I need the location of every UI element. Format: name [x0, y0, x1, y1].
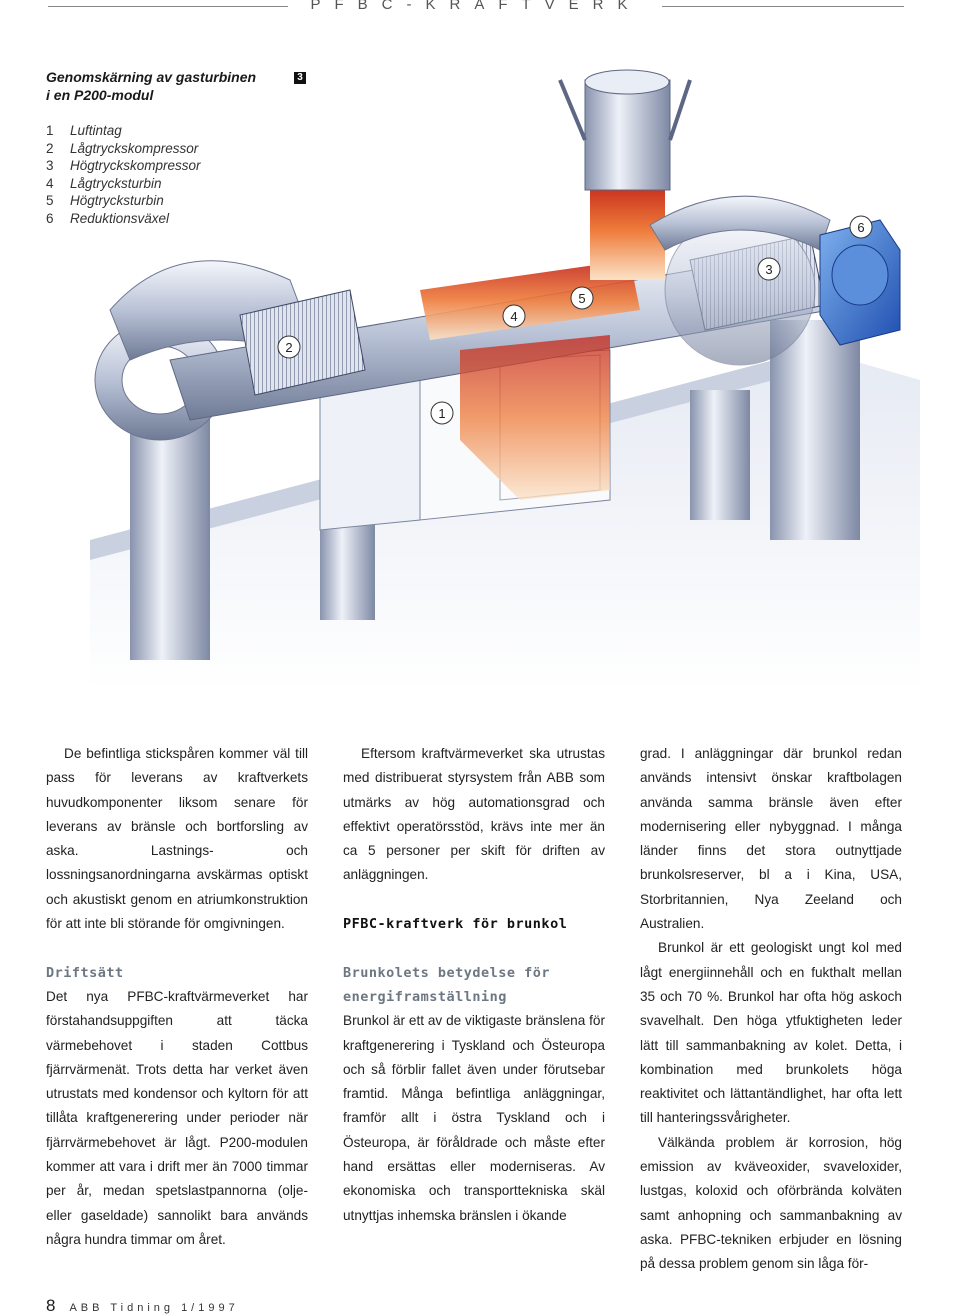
legend-number: 3: [46, 158, 54, 173]
callout-1: [431, 402, 453, 424]
legend-label: Högtrycksturbin: [70, 193, 164, 208]
publication-name: ABB Tidning 1/1997: [69, 1302, 239, 1314]
legend-label: Luftintag: [70, 123, 122, 138]
figure-number-badge: 3: [294, 72, 306, 84]
callout-label: 4: [510, 309, 518, 324]
paragraph: De befintliga stickspåren kommer väl till pass för leverans av kraftverkets huvudkomponenter liksom senare för leverans av bränsle och bortforsling av aska. Lastnings- och lossningsanordningarna avskärmas optiskt och akustiskt genom en atriumkonstruktion för att inte bli störande för omgivningen.: [46, 746, 308, 932]
legend-number: 5: [46, 193, 54, 208]
legend-number: 4: [46, 175, 54, 191]
reduction-gearbox: [820, 220, 900, 345]
legend-number: 6: [46, 210, 54, 226]
page-footer: [46, 1296, 239, 1314]
legend-number: 1: [46, 123, 54, 138]
paragraph: grad. I anläggningar där brunkol redan används intensivt önskar kraftbolagen använda samma bränsle även efter modernisering eller nybyggnad. I många länder finns det stora outnyttjade brunkolsreserver, bl a i Kina, USA, Storbritannien, Nya Zeeland och Australien.: [640, 746, 902, 932]
running-header: [0, 0, 960, 14]
caption-title-line1: Genomskärning av gasturbinen: [46, 69, 257, 85]
callout-4: [503, 305, 525, 327]
section-heading: PFBC-kraftverk för brunkol: [343, 916, 568, 933]
subheading-line: Brunkolets betydelse för: [343, 964, 551, 981]
legend-label: Reduktionsväxel: [70, 210, 170, 226]
callout-label: 6: [857, 220, 865, 235]
header-title: PFBC-KRAFTVERK: [310, 0, 642, 13]
paragraph: Eftersom kraftvärmeverket ska utrustas med distribuerat styrsystem från ABB som utmärks av hög automationsgrad och effektivt operatörsstöd, krävs inte mer än ca 5 personer per skift för driften av anläggningen.: [343, 746, 605, 883]
header-rule-left: [48, 6, 288, 7]
subheading-driftsatt: Driftsätt: [46, 964, 124, 981]
body-column-3: [640, 742, 902, 1277]
legend-label: Högtryckskompressor: [70, 158, 201, 173]
callout-2: [278, 336, 300, 358]
header-rule-right: [662, 6, 904, 7]
paragraph: Det nya PFBC-kraftvärmeverket har förstahandsuppgiften att täcka värmebehovet i staden Cottbus fjärrvärmenät. Trots detta har verket även utrustats med kondensor och kyltorn för att tillåta kraftgenerering under perioder när fjärrvärmebehovet är lågt. P200-modulen kommer att vara i drift mer än 7000 timmar per år, medan spetslastpannorna (olje- eller gaseldade) sannolikt bara används några hundra timmar om året.: [46, 988, 308, 1247]
body-column-1: [46, 742, 308, 1252]
callout-label: 2: [285, 340, 293, 355]
paragraph: Brunkol är ett geologiskt ungt kol med lågt energiinnehåll och en fukthalt mellan 35 och 70 %. Brunkol har ofta hög askoch svavelhalt. Den höga ytfuktigheten leder lätt till sammanbakning av kolet. Detta, i kombination med brunkolets höga reaktivitet och lättantändlighet, har ofta lett till hanteringssvårigheter.: [640, 940, 902, 1126]
caption-title-line2: i en P200-modul: [46, 87, 154, 103]
paragraph: Brunkol är ett av de viktigaste bränslena för kraftgenerering i Tyskland och Östeuropa och så förblir fallet även under förutsebar framtid. Många befintliga anläggningar, framför allt i östra Tyskland och i Östeuropa, är föråldrade och måste efter hand ersättas eller moderniseras. Av ekonomiska och transporttekniska skäl utnyttjas inhemska bränslen i ökande: [343, 1013, 605, 1223]
callout-3: [758, 258, 780, 280]
body-column-2: [343, 742, 605, 1228]
callout-6: [850, 216, 872, 238]
exhaust-duct: [560, 70, 690, 190]
callout-5: [571, 287, 593, 309]
legend-label: Lågtrycksturbin: [70, 175, 162, 191]
paragraph: Välkända problem är korrosion, hög emission av kväveoxider, svaveloxider, lustgas, koloxid och oförbrända kolväten samt anhopning och sammanbakning av aska. PFBC-tekniken erbjuder en lösning på dessa problem genom sin låga för-: [640, 1134, 902, 1272]
callout-label: 1: [438, 406, 446, 421]
legend-label: Lågtryckskompressor: [70, 140, 199, 156]
callout-label: 3: [765, 262, 773, 277]
legend-number: 2: [46, 140, 54, 156]
subheading-line: energiframställning: [343, 988, 507, 1005]
page-number: 8: [46, 1296, 56, 1315]
gas-turbine-cutaway-illustration: [90, 60, 920, 690]
callout-label: 5: [578, 291, 586, 306]
